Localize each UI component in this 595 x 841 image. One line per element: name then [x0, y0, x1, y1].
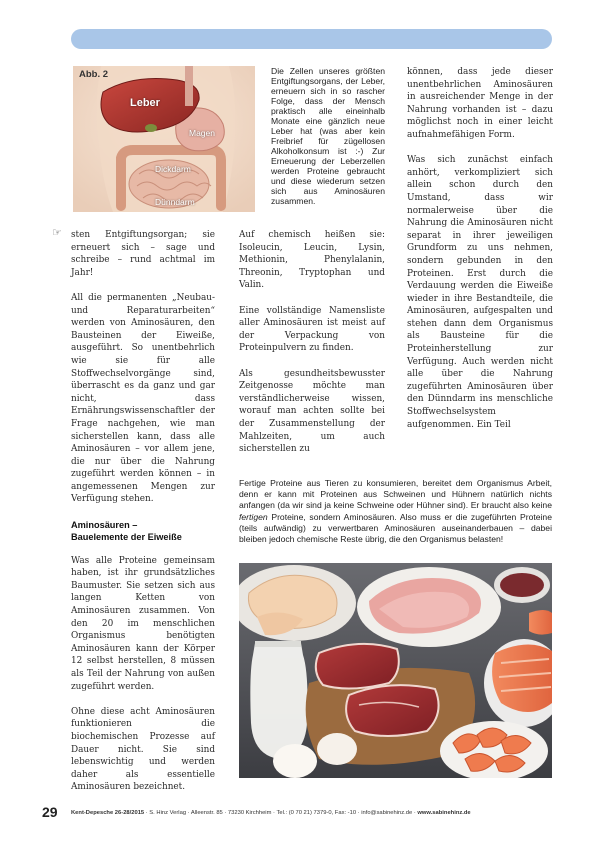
col2-paragraph-2: Eine vollständige Namensliste aller Aminosäuren ist meist auf der Verpackung von Proteinpulvern zu finden.: [239, 305, 385, 354]
organ-label-small-intestine: Dünndarm: [155, 197, 195, 207]
col3-paragraph-1: können, dass jede dieser unentbehrlichen Aminosäuren in ausreichender Menge in der Nahrung vorhanden ist – dazu möglichst noch in einer leicht aufnahmefähigen Form.: [407, 67, 553, 140]
pointing-hand-icon: ☞: [52, 226, 62, 239]
footer-publisher: · S. Hinz Verlag · Alleenstr. 85 · 73230 Kirchheim · Tel.: (0 70 21) 7379-0, Fax: -10 · info@sabinehinz.de ·: [144, 810, 418, 816]
photo-caption-part-2: Proteine, sondern Aminosäuren. Also muss er die zugeführten Proteine (teils aufwändig) zu verwertbaren Aminosäuren auseinanderbauen – dabei bleiben jedoch chemische Reste übrig, die den Organismus belasten!: [239, 511, 552, 545]
column-3: [407, 66, 553, 431]
col1-paragraph-1: sten Entgiftungsorgan; sie erneuert sich – sage und schreibe – rund achtmal im Jahr!: [71, 230, 215, 278]
footer-website: www.sabinehinz.de: [417, 810, 471, 816]
column-1: [71, 229, 215, 794]
col1-paragraph-2: All die permanenten „Neubau- und Reparaturarbeiten“ werden von Aminosäuren, den Bausteinen der Eiweiße, ausgeführt. So unentbehrlich wie sie für alle Stoffwechselvorgänge sind, überrascht es da ganz und gar nicht, dass Ernährungswissenschaftler der Frage nachgehen, wie man sicherstellen kann, dass alle Aminosäuren – vor allem jene, die nur über die Nahrung zugeführt werden können – in angemessenen Mengen zur Verfügung stehen.: [71, 292, 215, 505]
organ-label-liver: Leber: [130, 97, 160, 109]
col3-paragraph-2: Was sich zunächst einfach anhört, verkompliziert sich allein schon durch den Umstand, dass wir normalerweise über die Nahrung die Aminosäuren nicht separat in ihrer jeweiligen Grundform zu uns nehmen, sondern gebunden in den Proteinen. Erst durch die Verdauung werden die Eiweiße wieder in ihre Bestandteile, die Aminosäuren, aufgespalten und stehen dann dem Organismus als Bausteine für die Proteinherstellung zur Verfügung. Auch werden nicht alle über die Nahrung zugeführten Aminosäuren über den Dünndarm ins menschliche Stoffwechselsystem aufgenommen. Ein Teil: [407, 155, 553, 430]
organ-label-stomach: Magen: [189, 128, 215, 138]
protein-foods-illustration: [239, 563, 552, 778]
header-bar: [71, 29, 552, 49]
figure-label: Abb. 2: [79, 69, 109, 80]
figure-caption: Die Zellen unseres größten Entgiftungsorgans, der Leber, erneuern sich in so rascher Folge, dass der Mensch praktisch alle eineinhalb Monate eine gänzlich neue Leber hat (was aber kein Freibrief für zügellosen Alkoholkonsum ist :-) Zur Erneuerung der Leberzellen werden Proteine gebraucht und diese wiederum setzen sich aus Aminosäuren zusammen.: [271, 66, 385, 206]
footer: [71, 810, 556, 816]
protein-foods-photo: [239, 563, 552, 778]
section-heading-line-1: Aminosäuren –: [71, 519, 138, 530]
footer-issue: Kent-Depesche 26-28/2015: [71, 810, 145, 816]
col2-paragraph-1: Auf chemisch heißen sie: Isoleucin, Leucin, Lysin, Methionin, Phenylalanin, Threonin, Tryptophan und Valin.: [239, 230, 385, 291]
anatomy-figure: [73, 66, 255, 212]
col1-paragraph-3: Was alle Proteine gemeinsam haben, ist ihr grundsätzliches Baumuster. Sie setzen sich aus langen Ketten von Aminosäuren zusammen. Von den 20 im menschlichen Organismus benötigten Aminosäuren kann der Körper 12 selbst herstellen, 8 müssen als Teil der Nahrung von außen zugeführt werden.: [71, 555, 215, 692]
organ-label-colon: Dickdarm: [155, 164, 191, 174]
col2-paragraph-3: Als gesundheitsbewusster Zeitgenosse möchte man verständlicherweise wissen, worauf man achten sollte bei der Zusammenstellung der Mahlzeiten, um auch sicherstellen zu: [239, 368, 385, 455]
section-heading: [71, 519, 215, 543]
photo-caption: [239, 478, 552, 545]
section-heading-line-2: Bauelemente der Eiweiße: [71, 531, 182, 542]
col1-paragraph-4: Ohne diese acht Aminosäuren funktionieren die biochemischen Prozesse auf Dauer nicht. Sie sind lebenswichtig und werden daher als essentielle Aminosäuren bezeichnet.: [71, 706, 215, 793]
column-2: [239, 229, 385, 456]
digestive-organs-illustration: [73, 66, 255, 212]
photo-caption-part-1: Fertige Proteine aus Tieren zu konsumieren, bereitet dem Organismus Arbeit, denn er kann mit Proteinen aus Schweinen und Hühnern natürlich nichts anfangen (da wir sind ja keine Schweine oder Hühner sind). Er braucht also keine: [239, 478, 552, 511]
photo-caption-emphasis: fertigen: [239, 511, 268, 522]
page-number: 29: [42, 804, 58, 820]
